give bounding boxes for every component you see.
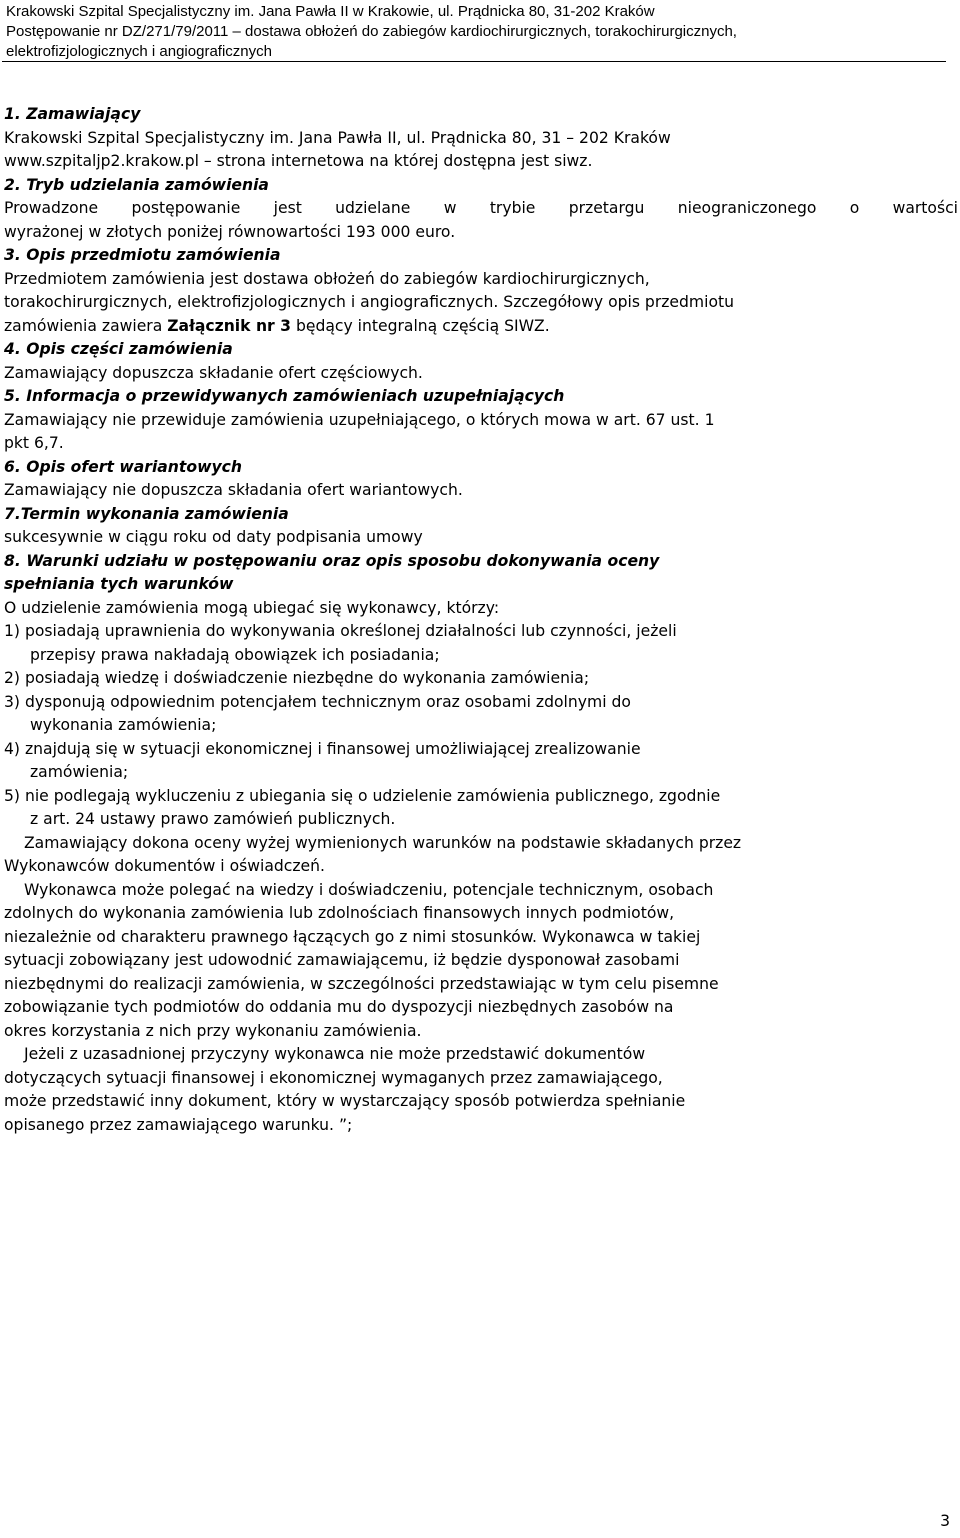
section-1-text: Krakowski Szpital Specjalistyczny im. Jana Pawła II, ul. Prądnicka 80, 31 – 202 Kraków <box>4 128 671 147</box>
section-3-text: torakochirurgicznych, elektrofizjologicznych i angiograficznych. Szczegółowy opis przedmiotu <box>4 293 734 311</box>
header-divider <box>2 61 946 62</box>
section-6-text: Zamawiający nie dopuszcza składania ofert wariantowych. <box>4 481 463 499</box>
website-link[interactable]: www.szpitaljp2.krakow.pl <box>4 152 199 170</box>
section-2-text: wyrażonej w złotych poniżej równowartości 193 000 euro. <box>4 222 456 241</box>
running-header <box>6 2 946 62</box>
section-8-title: 8. Warunki udziału w postępowaniu oraz opis sposobu dokonywania oceny <box>4 551 660 570</box>
paragraph-documents: Jeżeli z uzasadnionej przyczyny wykonawca nie może przedstawić dokumentów <box>24 1045 646 1063</box>
condition-item-4: 4) znajdują się w sytuacji ekonomicznej i finansowej umożliwiającej zrealizowanie <box>4 739 641 758</box>
section-7-text: sukcesywnie w ciągu roku od daty podpisania umowy <box>4 528 423 546</box>
condition-item-5: 5) nie podlegają wykluczeniu z ubiegania się o udzielenie zamówienia publicznego, zgodnie <box>4 786 721 805</box>
header-line-3: elektrofizjologicznych i angiograficznych <box>6 43 272 60</box>
paragraph-resources: niezależnie od charakteru prawnego łączących go z nimi stosunków. Wykonawca w takiej <box>4 927 701 946</box>
section-4-title: 4. Opis części zamówienia <box>4 340 233 358</box>
section-5-text: Zamawiający nie przewiduje zamówienia uzupełniającego, o których mowa w art. 67 ust. 1 <box>4 410 715 429</box>
paragraph-resources: Wykonawca może polegać na wiedzy i doświadczeniu, potencjale technicznym, osobach <box>24 880 714 899</box>
section-1-title: 1. Zamawiający <box>4 105 141 123</box>
section-4-text: Zamawiający dopuszcza składanie ofert częściowych. <box>4 363 423 382</box>
section-8-title: spełniania tych warunków <box>4 575 234 593</box>
condition-item-2: 2) posiadają wiedzę i doświadczenie niezbędne do wykonania zamówienia; <box>4 669 590 687</box>
section-3-text-part: będący integralną częścią SIWZ. <box>291 316 550 335</box>
section-3-text-part: zamówienia zawiera <box>4 316 168 335</box>
section-2-text: Prowadzone postępowanie jest udzielane w trybie przetargu nieograniczonego o wartości <box>4 199 958 217</box>
page-number: 3 <box>940 1512 950 1530</box>
paragraph-resources: sytuacji zobowiązany jest udowodnić zamawiającemu, iż będzie dysponował zasobami <box>4 951 680 969</box>
section-6-title: 6. Opis ofert wariantowych <box>4 457 242 476</box>
website-link-description: – strona internetowa na której dostępna jest siwz. <box>198 152 593 170</box>
header-line-1: Krakowski Szpital Specjalistyczny im. Jana Pawła II w Krakowie, ul. Prądnicka 80, 31-202 Kraków <box>6 3 655 20</box>
section-3-title: 3. Opis przedmiotu zamówienia <box>4 246 281 264</box>
section-3-text <box>4 315 958 339</box>
condition-item-3-cont: wykonania zamówienia; <box>30 716 217 734</box>
section-1-website-line <box>4 150 958 174</box>
condition-item-1-cont: przepisy prawa nakładają obowiązek ich posiadania; <box>30 645 440 664</box>
section-5-text: pkt 6,7. <box>4 434 64 452</box>
section-7-title: 7.Termin wykonania zamówienia <box>4 504 289 523</box>
paragraph-documents: opisanego przez zamawiającego warunku. ”; <box>4 1115 353 1134</box>
attachment-reference: Załącznik nr 3 <box>167 316 292 335</box>
header-line-2: Postępowanie nr DZ/271/79/2011 – dostawa obłożeń do zabiegów kardiochirurgicznych, torakochirurgicznych, <box>6 23 737 40</box>
section-8-intro: O udzielenie zamówienia mogą ubiegać się wykonawcy, którzy: <box>4 598 500 617</box>
condition-item-1: 1) posiadają uprawnienia do wykonywania określonej działalności lub czynności, jeżeli <box>4 622 677 640</box>
paragraph-documents: może przedstawić inny dokument, który w wystarczający sposób potwierdza spełnianie <box>4 1092 686 1110</box>
section-3-text: Przedmiotem zamówienia jest dostawa obłożeń do zabiegów kardiochirurgicznych, <box>4 269 650 288</box>
document-body <box>4 103 958 1137</box>
paragraph-resources: zobowiązanie tych podmiotów do oddania mu do dyspozycji niezbędnych zasobów na <box>4 998 674 1016</box>
paragraph-resources: okres korzystania z nich przy wykonaniu zamówienia. <box>4 1021 422 1040</box>
condition-item-3: 3) dysponują odpowiednim potencjałem technicznym oraz osobami zdolnymi do <box>4 692 631 711</box>
paragraph-resources: niezbędnymi do realizacji zamówienia, w szczególności przedstawiając w tym celu pisemne <box>4 974 719 993</box>
condition-item-5-cont: z art. 24 ustawy prawo zamówień publicznych. <box>30 810 396 828</box>
paragraph-evaluation: Wykonawców dokumentów i oświadczeń. <box>4 857 325 875</box>
section-2-title: 2. Tryb udzielania zamówienia <box>4 175 269 194</box>
paragraph-resources: zdolnych do wykonania zamówienia lub zdolnościach finansowych innych podmiotów, <box>4 904 675 922</box>
condition-item-4-cont: zamówienia; <box>30 763 129 781</box>
paragraph-documents: dotyczących sytuacji finansowej i ekonomicznej wymaganych przez zamawiającego, <box>4 1068 663 1087</box>
paragraph-evaluation: Zamawiający dokona oceny wyżej wymienionych warunków na podstawie składanych przez <box>24 833 742 852</box>
section-5-title: 5. Informacja o przewidywanych zamówieniach uzupełniających <box>4 387 565 405</box>
